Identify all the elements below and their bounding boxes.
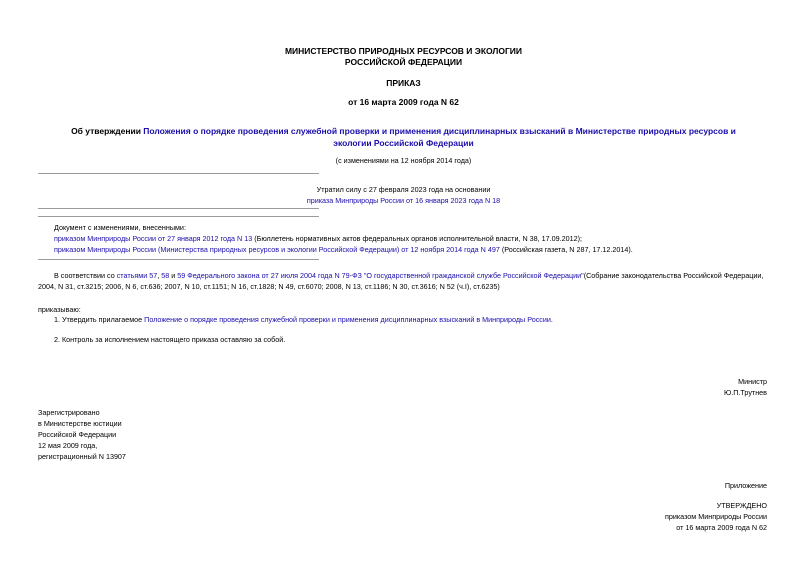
- regulation-link[interactable]: Положение о порядке проведения служебной проверки и применения дисциплинарных взысканий в Минприроды России: [144, 315, 551, 324]
- divider: [38, 216, 319, 217]
- order-item-1: 1. Утвердить прилагаемое Положение о порядке проведения служебной проверки и применения дисциплинарных взысканий в Минприроды России.: [54, 315, 553, 324]
- signature-block: [724, 376, 767, 398]
- document-header: [0, 46, 807, 68]
- amendments-block: [54, 222, 794, 255]
- divider: [38, 208, 319, 209]
- preamble-sources: 2004, N 31, ст.3215; 2006, N 6, ст.636; 2007, N 10, ст.1151; N 16, ст.1828; N 49, ст.6070; 2008, N 13, ст.1186; N 30, ст.3616; N 52 (ч.I), ст.6235): [38, 282, 500, 291]
- signature-name: Ю.П.Трутнев: [724, 388, 767, 397]
- lost-force-link[interactable]: приказа Минприроды России от 16 января 2023 года N 18: [306, 196, 501, 205]
- law-article-58-link[interactable]: 58: [161, 271, 170, 280]
- title-regulation-link-cont[interactable]: экологии Российской Федерации: [333, 138, 474, 148]
- amendment-link-2012[interactable]: приказом Минприроды России от 27 января 2012 года N 13: [54, 234, 253, 243]
- law-article-59-link[interactable]: 59 Федерального закона от 27 июля 2004 года N 79-ФЗ "О государственной гражданской службе Российской Федерации": [177, 271, 584, 280]
- ministry-name-line1: МИНИСТЕРСТВО ПРИРОДНЫХ РЕСУРСОВ И ЭКОЛОГИИ: [284, 46, 523, 56]
- amendment-item: приказом Минприроды России от 27 января 2012 года N 13 (Бюллетень нормативных актов федеральных органов исполнительной власти, N 38, 17.09.2012);: [54, 234, 582, 243]
- registration-block: Зарегистрировано в Министерстве юстиции Российской Федерации 12 мая 2009 года, регистрационный N 13907: [38, 408, 126, 461]
- page-title: [40, 125, 767, 149]
- law-article-57-link[interactable]: статьями 57: [116, 271, 158, 280]
- order-item-2: 2. Контроль за исполнением настоящего приказа оставляю за собой.: [54, 335, 286, 344]
- order-verb: приказываю:: [38, 305, 81, 314]
- appendix-approval: УТВЕРЖДЕНО приказом Минприроды России от 16 марта 2009 года N 62: [664, 501, 767, 532]
- signature-position: Министр: [738, 377, 767, 386]
- ministry-name-line2: РОССИЙСКОЙ ФЕДЕРАЦИИ: [344, 57, 463, 67]
- lost-force-note: [0, 184, 807, 206]
- appendix-label: Приложение: [724, 481, 767, 490]
- amendment-link-2014[interactable]: приказом Минприроды России (Министерства природных ресурсов и экологии Российской Федерации) от 12 ноября 2014 года N 497: [54, 245, 500, 254]
- divider: [38, 259, 319, 260]
- doc-type: ПРИКАЗ: [386, 78, 421, 88]
- doc-date: от 16 марта 2009 года N 62: [348, 97, 459, 107]
- title-prefix: Об утверждении: [71, 126, 144, 136]
- preamble: В соответствии со статьями 57, 58 и 59 Федерального закона от 27 июля 2004 года N 79-ФЗ "О государственной гражданской службе Российской Федерации"(Собрание законодательства Российской Федерации, 2004, N 31, ст.3215; 2006, N 6, ст.636; 2007, N 10, ст.1151; N 16, ст.1828; N 49, ст.6070; 2008, N 13, ст.1186; N 30, ст.3616; N 52 (ч.I), ст.6235): [38, 270, 798, 292]
- revision-note: (с изменениями на 12 ноября 2014 года): [335, 156, 472, 165]
- divider: [38, 173, 319, 174]
- amendment-item: приказом Минприроды России (Министерства природных ресурсов и экологии Российской Федерации) от 12 ноября 2014 года N 497 (Российская газета, N 287, 17.12.2014).: [54, 245, 633, 254]
- amendments-intro: Документ с изменениями, внесенными:: [54, 223, 186, 232]
- lost-force-text: Утратил силу с 27 февраля 2023 года на основании: [316, 185, 491, 194]
- title-regulation-link[interactable]: Положения о порядке проведения служебной проверки и применения дисциплинарных взысканий в Министерстве природных ресурсов и: [143, 126, 736, 136]
